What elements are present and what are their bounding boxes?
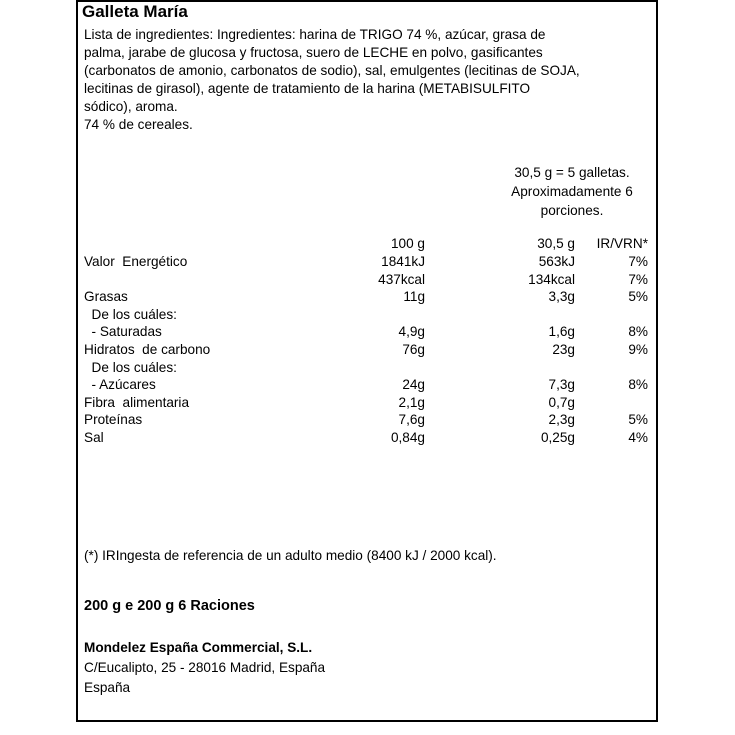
- nutrient-value-100g: 2,1g: [398, 394, 425, 410]
- nutrient-value-serving: 0,7g: [548, 394, 575, 410]
- product-title: Galleta María: [82, 2, 188, 21]
- nutrient-label: Sal: [84, 430, 104, 445]
- nutrient-label: Fibra alimentaria: [84, 394, 190, 410]
- ingredients-line: lecitinas de girasol), agente de tratamiento de la harina (METABISULFITO: [84, 81, 531, 96]
- nutrient-label: De los cuáles:: [84, 306, 177, 322]
- nutrient-value-100g: 0,84g: [390, 430, 425, 445]
- nutrient-ir-percent: 5%: [628, 289, 648, 305]
- nutrient-ir-percent: 7%: [628, 254, 648, 269]
- company-country: España: [84, 680, 131, 695]
- nutrient-label: Hidratos de carbono: [84, 342, 211, 357]
- serving-line: Aproximadamente 6: [511, 184, 633, 199]
- nutrient-label: Grasas: [84, 289, 128, 305]
- nutrient-label: Valor Energético: [84, 254, 188, 269]
- nutrient-ir-percent: 7%: [628, 271, 648, 287]
- nutrient-value-100g: 24g: [402, 377, 425, 393]
- ingredients-line: Lista de ingredientes: Ingredientes: harina de TRIGO 74 %, azúcar, grasa de: [84, 27, 546, 42]
- nutrient-value-serving: 1,6g: [548, 324, 575, 340]
- nutrient-ir-percent: 9%: [628, 342, 648, 357]
- header-per-100g: 100 g: [390, 236, 425, 251]
- nutrient-ir-percent: 8%: [628, 324, 648, 340]
- nutrient-label: Proteínas: [84, 412, 143, 428]
- nutrient-value-serving: 2,3g: [548, 412, 575, 428]
- ingredients-line: sódico), aroma.: [84, 99, 178, 114]
- nutrient-value-100g: 1841kJ: [381, 254, 425, 269]
- nutrient-ir-percent: 8%: [628, 377, 648, 393]
- nutrient-label: De los cuáles:: [84, 359, 177, 375]
- footnote: (*) IRIngesta de referencia de un adulto medio (8400 kJ / 2000 kcal).: [84, 548, 497, 563]
- nutrient-ir-percent: 4%: [628, 430, 648, 445]
- ingredients-line: (carbonatos de amonio, carbonatos de sodio), sal, emulgentes (lecitinas de SOJA,: [84, 63, 580, 78]
- net-weight: 200 g e 200 g 6 Raciones: [84, 598, 255, 614]
- company-name: Mondelez España Commercial, S.L.: [84, 640, 313, 655]
- serving-info: [490, 163, 654, 220]
- company-address: C/Eucalipto, 25 - 28016 Madrid, España: [84, 660, 326, 675]
- serving-line: 30,5 g = 5 galletas.: [514, 165, 630, 180]
- nutrient-ir-percent: 5%: [628, 412, 648, 428]
- nutrient-value-serving: 0,25g: [540, 430, 575, 445]
- header-per-serving: 30,5 g: [537, 236, 575, 251]
- nutrient-value-100g: 76g: [402, 342, 425, 357]
- nutrient-value-serving: 3,3g: [548, 289, 575, 305]
- nutrient-value-100g: 437kcal: [378, 271, 425, 287]
- ingredients-line: palma, jarabe de glucosa y fructosa, suero de LECHE en polvo, gasificantes: [84, 45, 543, 60]
- nutrient-label: - Saturadas: [84, 324, 162, 340]
- nutrient-value-100g: 4,9g: [398, 324, 425, 340]
- nutrient-value-100g: 11g: [403, 289, 425, 305]
- nutrient-value-100g: 7,6g: [398, 412, 425, 428]
- cereal-note: 74 % de cereales.: [84, 117, 193, 132]
- nutrient-value-serving: 23g: [552, 342, 575, 357]
- ingredients-block: [84, 26, 644, 134]
- serving-line: porciones.: [540, 203, 604, 218]
- header-ir-vrn: IR/VRN*: [596, 236, 648, 251]
- nutrient-value-serving: 7,3g: [548, 377, 575, 393]
- nutrient-value-serving: 134kcal: [528, 271, 575, 287]
- nutrient-label: - Azúcares: [84, 377, 156, 393]
- nutrient-value-serving: 563kJ: [538, 254, 575, 269]
